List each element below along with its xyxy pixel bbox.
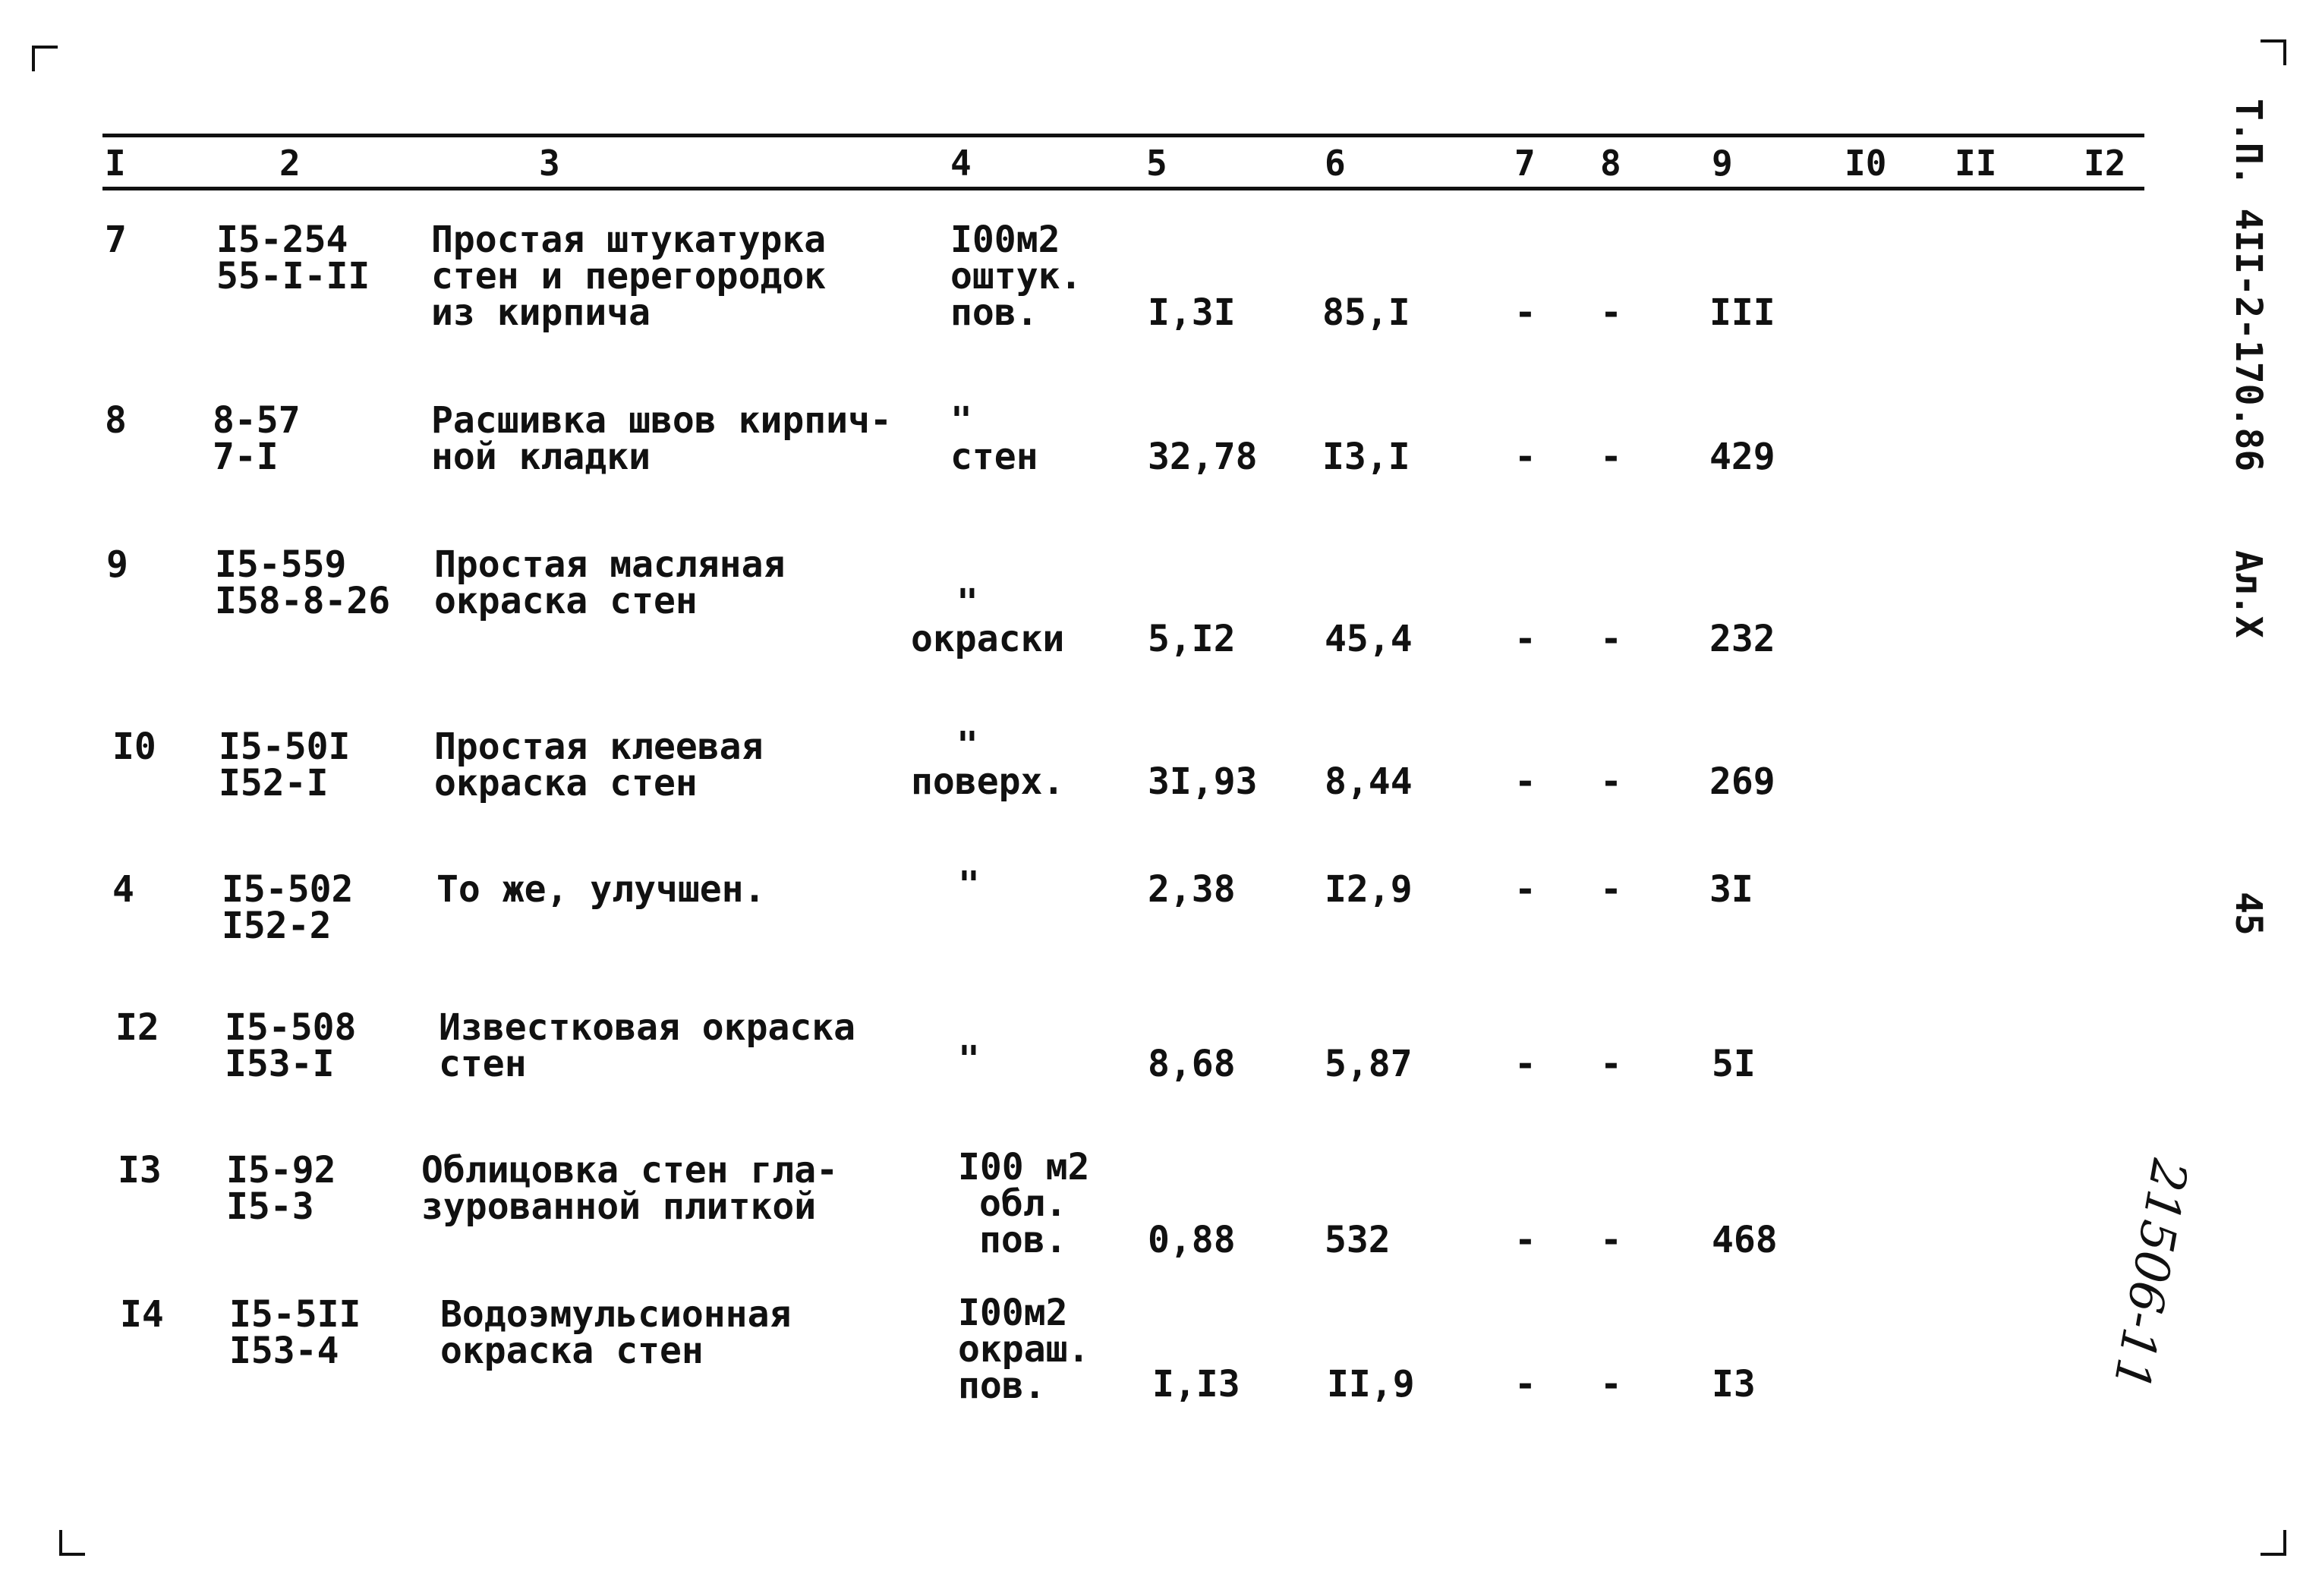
col6-value: II,9 xyxy=(1327,1363,1415,1406)
row-number: I4 xyxy=(120,1293,164,1336)
col9-value: 3I xyxy=(1709,868,1753,911)
col9-value: I3 xyxy=(1712,1363,1756,1406)
col-header-3: 3 xyxy=(539,143,560,184)
col-header-9: 9 xyxy=(1712,143,1733,184)
archive-code: 21506-11 xyxy=(2101,1155,2198,1394)
col5-value: 2,38 xyxy=(1148,868,1236,911)
row-number: 8 xyxy=(105,399,127,442)
unit: I00м2 оштук. пов. xyxy=(950,219,1082,334)
document-designation: Т.П. 4II-2-170.86 xyxy=(2227,99,2270,472)
col-header-10: I0 xyxy=(1845,143,1887,184)
col9-value: 468 xyxy=(1712,1219,1778,1261)
col-header-12: I2 xyxy=(2084,143,2126,184)
col8-value: - xyxy=(1600,1219,1622,1261)
norm-code: I5-5II I53-4 xyxy=(229,1293,361,1372)
col6-value: 45,4 xyxy=(1325,618,1413,660)
sheet-label: Ал.X xyxy=(2227,550,2270,638)
norm-code: I5-50I I52-I xyxy=(219,726,351,804)
col5-value: 0,88 xyxy=(1148,1219,1236,1261)
col-header-5: 5 xyxy=(1146,143,1167,184)
norm-code: I5-508 I53-I xyxy=(225,1006,357,1085)
col8-value: - xyxy=(1600,1043,1622,1085)
col9-value: 5I xyxy=(1712,1043,1756,1085)
norm-code: I5-502 I52-2 xyxy=(222,868,354,947)
col5-value: 8,68 xyxy=(1148,1043,1236,1085)
col-header-1: I xyxy=(105,143,126,184)
row-number: I0 xyxy=(112,726,156,768)
work-name: Простая штукатурка стен и перегородок из кирпича xyxy=(431,219,827,334)
col7-value: - xyxy=(1514,1363,1536,1406)
col7-value: - xyxy=(1514,436,1536,478)
unit: " xyxy=(958,1038,980,1081)
corner-mark-bottom-right xyxy=(2261,1530,2286,1556)
col8-value: - xyxy=(1600,760,1622,803)
col-header-11: II xyxy=(1955,143,1997,184)
col6-value: I3,I xyxy=(1322,436,1410,478)
col-header-2: 2 xyxy=(279,143,301,184)
unit: " стен xyxy=(950,399,1038,478)
row-number: I3 xyxy=(118,1149,162,1191)
col-header-4: 4 xyxy=(950,143,972,184)
col5-value: 32,78 xyxy=(1148,436,1258,478)
col8-value: - xyxy=(1600,868,1622,911)
col9-value: 269 xyxy=(1709,760,1775,803)
col9-value: 232 xyxy=(1709,618,1775,660)
norm-code: I5-559 I58-8-26 xyxy=(215,543,391,622)
unit: I00м2 окраш. пов. xyxy=(958,1292,1090,1407)
row-number: I2 xyxy=(115,1006,159,1049)
col6-value: 85,I xyxy=(1322,291,1410,334)
row-number: 4 xyxy=(112,868,134,911)
table-header-rule xyxy=(102,187,2144,190)
col8-value: - xyxy=(1600,618,1622,660)
col9-value: 429 xyxy=(1709,436,1775,478)
col6-value: 8,44 xyxy=(1325,760,1413,803)
col-header-8: 8 xyxy=(1600,143,1621,184)
col7-value: - xyxy=(1514,1043,1536,1085)
norm-code: 8-57 7-I xyxy=(213,399,301,478)
col6-value: I2,9 xyxy=(1325,868,1413,911)
col7-value: - xyxy=(1514,291,1536,334)
page-number: 45 xyxy=(2227,892,2270,936)
corner-mark-bottom-left xyxy=(59,1530,85,1556)
work-name: Известковая окраска стен xyxy=(439,1006,856,1085)
unit: " xyxy=(958,864,980,906)
work-name: Облицовка стен гла- зурованной плиткой xyxy=(421,1149,839,1228)
col6-value: 532 xyxy=(1325,1219,1391,1261)
norm-code: I5-92 I5-3 xyxy=(226,1149,336,1228)
work-name: Простая масляная окраска стен xyxy=(434,543,786,622)
unit: " окраски xyxy=(911,581,1065,660)
table-header-row xyxy=(0,143,2201,185)
work-name: Водоэмульсионная окраска стен xyxy=(440,1293,792,1372)
col9-value: III xyxy=(1709,291,1775,334)
work-name: Расшивка швов кирпич- ной кладки xyxy=(431,399,892,478)
col7-value: - xyxy=(1514,618,1536,660)
corner-mark-top-left xyxy=(32,46,58,71)
col5-value: I,3I xyxy=(1148,291,1236,334)
row-number: 9 xyxy=(106,543,128,586)
corner-mark-top-right xyxy=(2261,39,2286,65)
col8-value: - xyxy=(1600,436,1622,478)
unit: I00 м2 обл. пов. xyxy=(958,1146,1090,1261)
work-name: Простая клеевая окраска стен xyxy=(434,726,764,804)
work-name: То же, улучшен. xyxy=(436,868,766,911)
col7-value: - xyxy=(1514,868,1536,911)
table-top-rule xyxy=(102,134,2144,137)
col-header-6: 6 xyxy=(1325,143,1346,184)
col5-value: 3I,93 xyxy=(1148,760,1258,803)
col8-value: - xyxy=(1600,1363,1622,1406)
col-header-7: 7 xyxy=(1514,143,1536,184)
col8-value: - xyxy=(1600,291,1622,334)
col6-value: 5,87 xyxy=(1325,1043,1413,1085)
unit: " поверх. xyxy=(911,724,1065,803)
col7-value: - xyxy=(1514,1219,1536,1261)
col5-value: 5,I2 xyxy=(1148,618,1236,660)
norm-code: I5-254 55-I-II xyxy=(216,219,370,297)
col7-value: - xyxy=(1514,760,1536,803)
col5-value: I,I3 xyxy=(1152,1363,1240,1406)
row-number: 7 xyxy=(105,219,127,261)
